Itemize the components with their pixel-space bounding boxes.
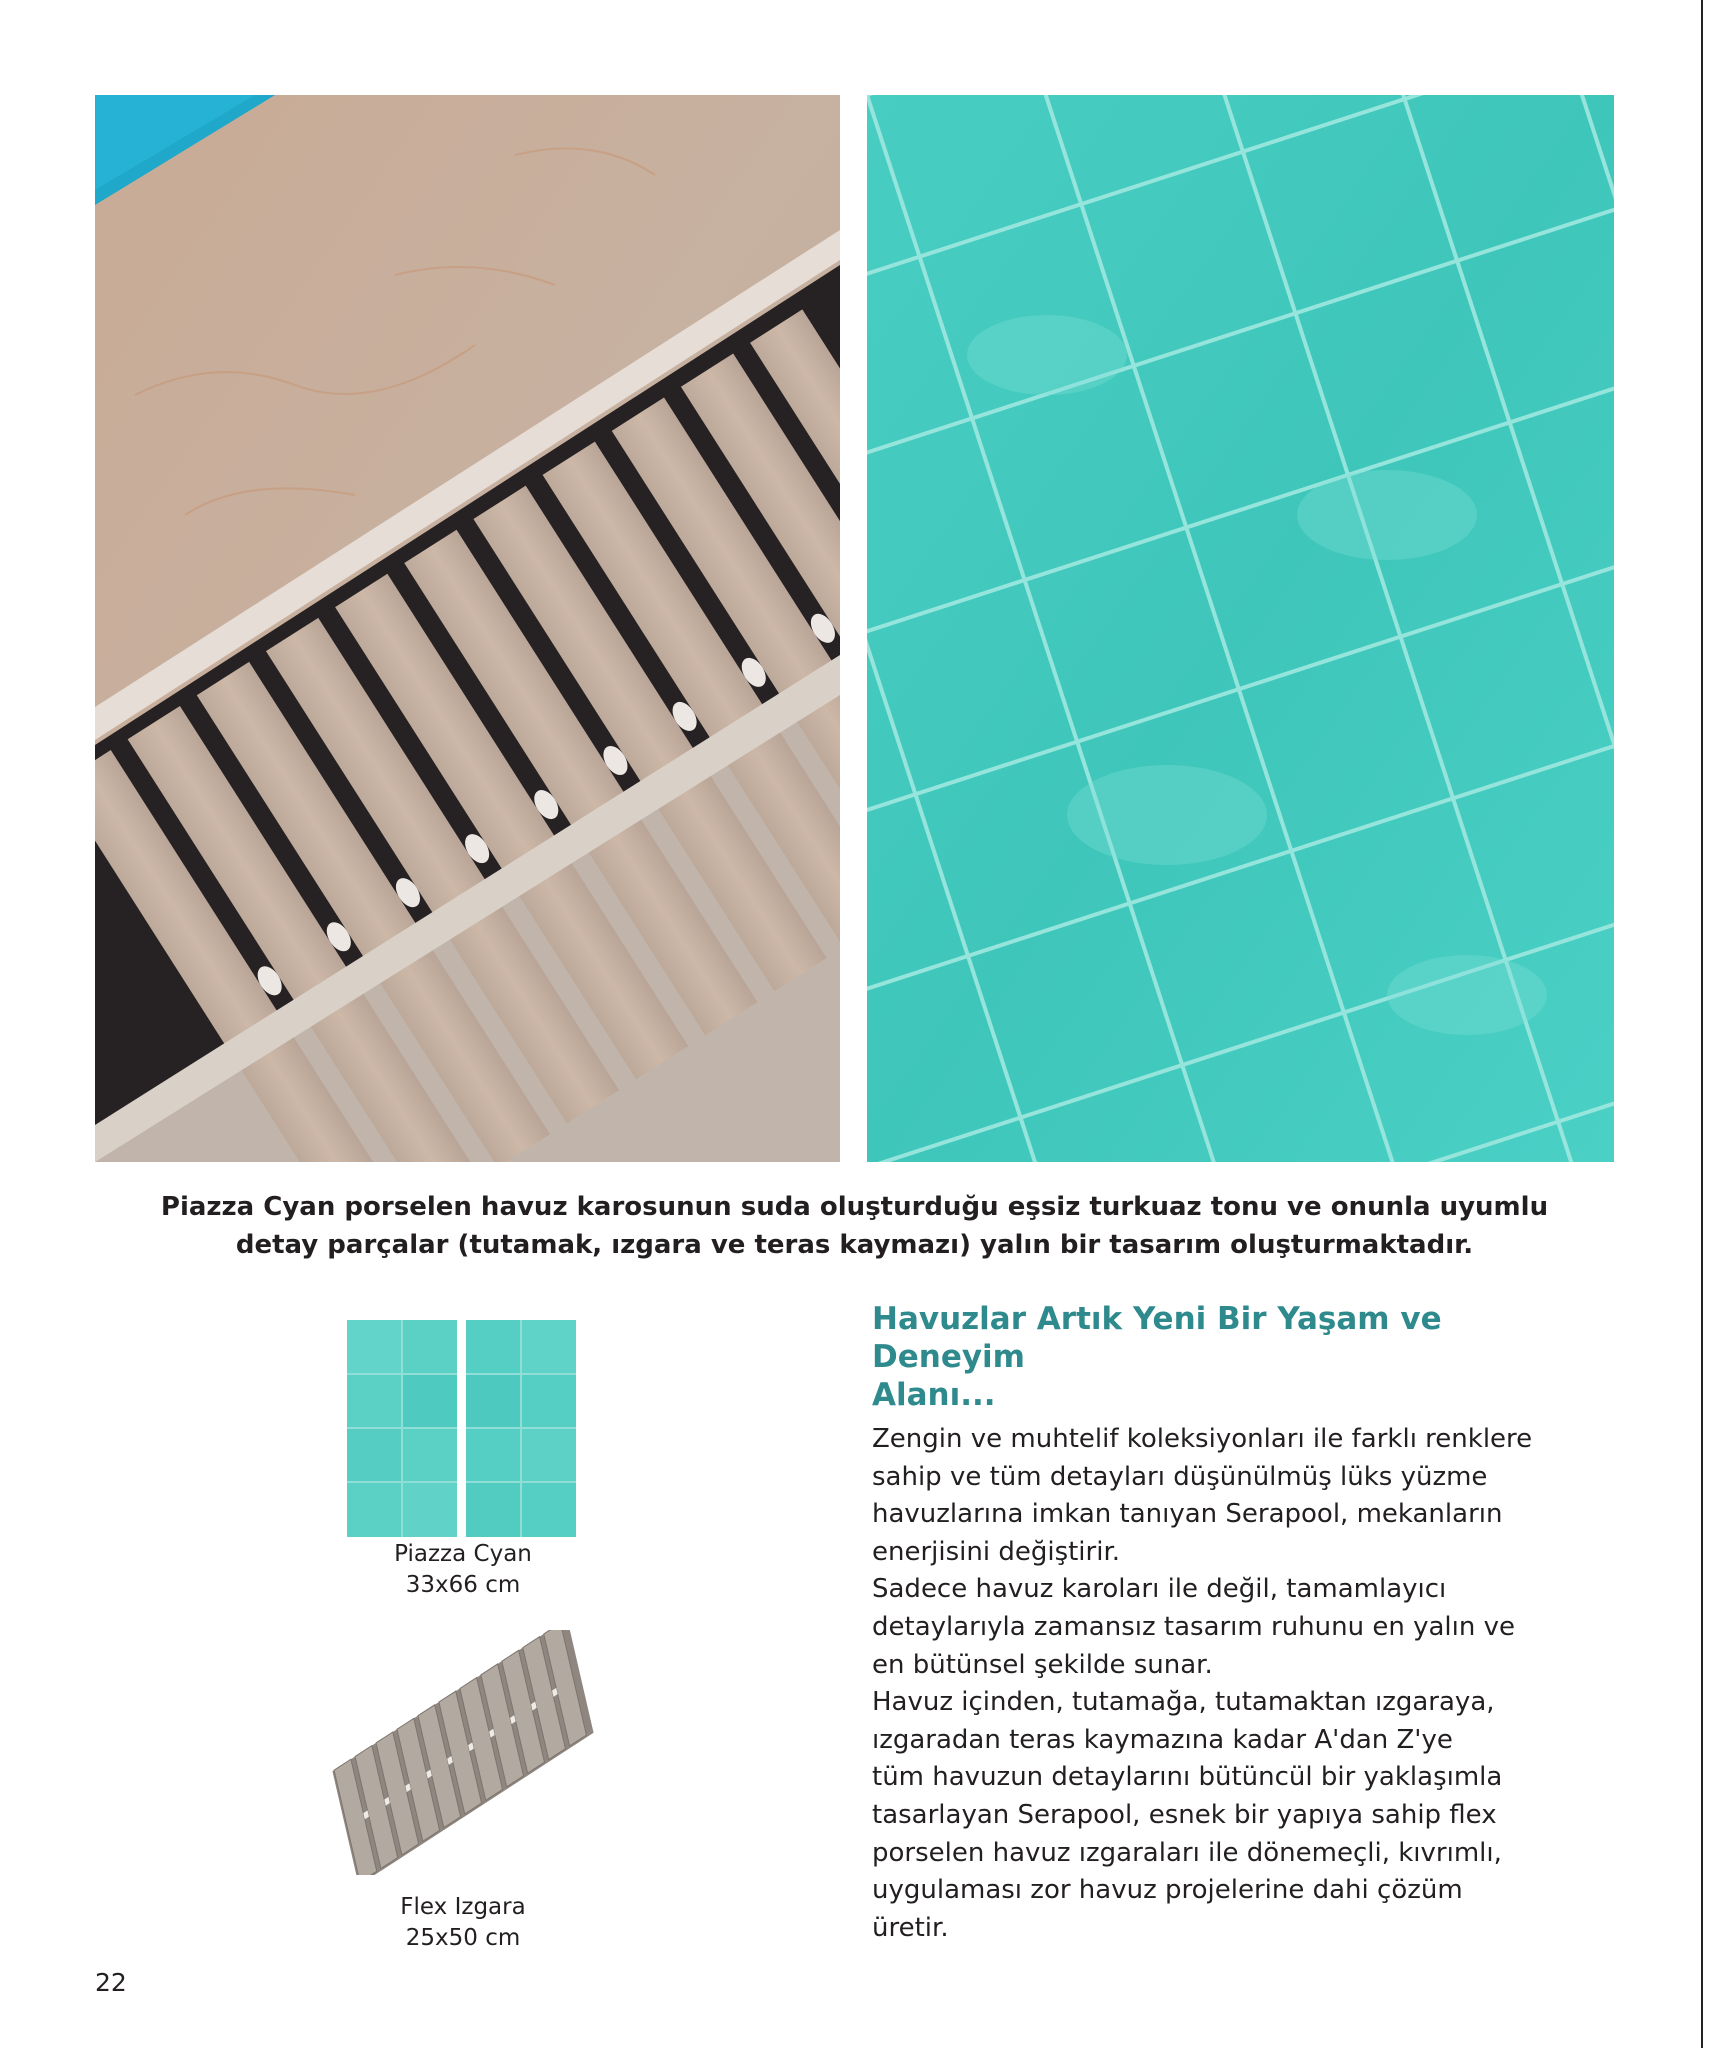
text-line: sahip ve tüm detayları düşünülmüş lüks yüzme: [872, 1461, 1488, 1492]
text-line: havuzlarına imkan tanıyan Serapool, mekanların: [872, 1499, 1503, 1530]
article-body: [872, 1421, 1612, 1947]
piazza-cyan-tile-swatch: [347, 1320, 457, 1537]
text-line: üretir.: [872, 1912, 949, 1943]
text-line: Zengin ve muhtelif koleksiyonları ile farklı renklere: [872, 1424, 1533, 1454]
paragraph-1: [872, 1421, 1612, 1571]
piazza-cyan-label: [313, 1539, 613, 1601]
caption-line-1: Piazza Cyan porselen havuz karosunun suda oluşturduğu eşsiz turkuaz tonu ve onunla uyumlu: [160, 1192, 1549, 1222]
text-line: porselen havuz ızgaraları ile dönemeçli, kıvrımlı,: [872, 1837, 1502, 1868]
product-name: Flex Izgara: [400, 1894, 526, 1920]
caption-line-2: detay parçalar (tutamak, ızgara ve teras kaymazı) yalın bir tasarım oluşturmaktadır.: [235, 1230, 1474, 1260]
text-line: Sadece havuz karoları ile değil, tamamlayıcı: [872, 1574, 1447, 1605]
text-line: en bütünsel şekilde sunar.: [872, 1649, 1213, 1680]
article-heading: [872, 1300, 1572, 1414]
heading-line-2: Alanı...: [872, 1377, 996, 1413]
paragraph-3: [872, 1684, 1612, 1947]
product-name: Piazza Cyan: [394, 1541, 532, 1567]
text-line: tasarlayan Serapool, esnek bir yapıya sahip flex: [872, 1799, 1497, 1830]
text-line: tüm havuzun detaylarını bütüncül bir yaklaşımla: [872, 1762, 1503, 1793]
flex-izgara-label: [313, 1892, 613, 1954]
turquoise-tiles-photo: [867, 95, 1614, 1162]
piazza-cyan-tile-swatch-alt: [466, 1320, 576, 1537]
paragraph-2: [872, 1571, 1612, 1684]
product-size: 33x66 cm: [405, 1572, 521, 1598]
text-line: enerjisini değiştirir.: [872, 1536, 1121, 1567]
heading-line-1: Havuzlar Artık Yeni Bir Yaşam ve Deneyim: [872, 1301, 1442, 1375]
page-edge: [1701, 0, 1703, 2048]
pool-grating-photo: [95, 95, 840, 1162]
photo-caption: [95, 1188, 1614, 1264]
text-line: detaylarıyla zamansız tasarım ruhunu en yalın ve: [872, 1611, 1515, 1642]
page-number: 22: [95, 1968, 127, 1997]
text-line: uygulaması zor havuz projelerine dahi çözüm: [872, 1875, 1463, 1906]
text-line: Havuz içinden, tutamağa, tutamaktan ızgaraya,: [872, 1687, 1495, 1718]
product-size: 25x50 cm: [405, 1925, 521, 1951]
text-line: ızgaradan teras kaymazına kadar A'dan Z'ye: [872, 1724, 1453, 1755]
flex-izgara-product-image: [318, 1630, 608, 1875]
